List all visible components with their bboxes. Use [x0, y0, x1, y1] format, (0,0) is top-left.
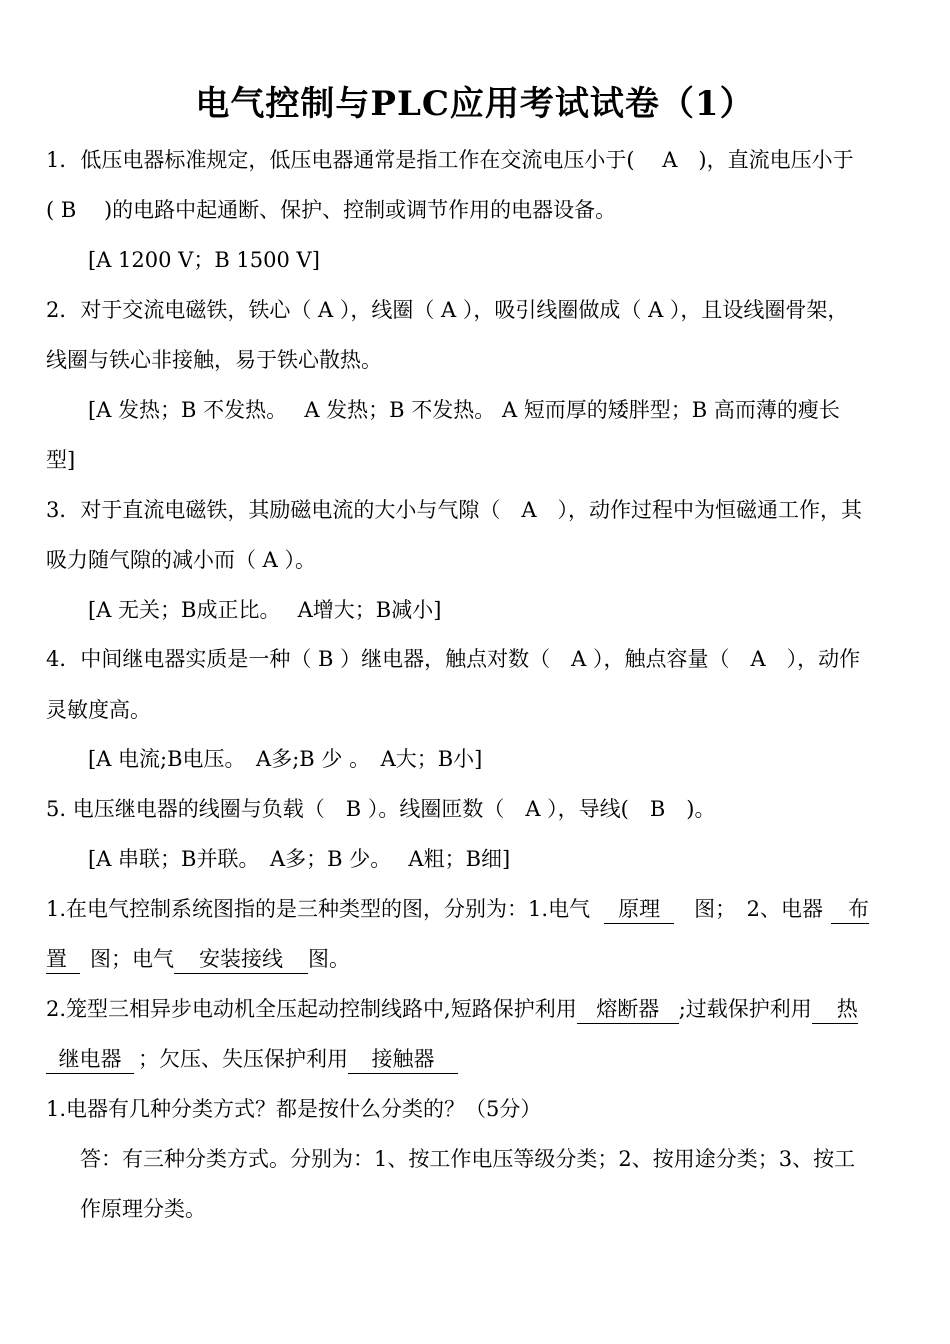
q2-options-line2: 型] — [46, 448, 76, 472]
fill2-text: 2.笼型三相异步电动机全压起动控制线路中,短路保护利用 — [46, 997, 577, 1021]
q4-line1: 4．中间继电器实质是一种（ B ）继电器，触点对数（ A ），触点容量（ A ），动作 — [46, 647, 861, 671]
q4-options: [A 电流;B电压。 A多;B 少 。 A大；B小] — [88, 747, 483, 771]
fill1-text: 图；电气 — [90, 947, 174, 971]
q5-line1: 5. 电压继电器的线圈与负载（ B ）。线圈匝数（ A ），导线( B )。 — [46, 797, 716, 821]
fill2-blank-2a: 热 — [812, 995, 858, 1024]
q1-options: [A 1200 V；B 1500 V] — [88, 248, 320, 272]
fill1-blank-1: 原理 — [604, 895, 674, 924]
fill2-text: ;过载保护利用 — [678, 997, 812, 1021]
fill1-line2 — [46, 943, 906, 975]
q2-options-line1: [A 发热；B 不发热。 A 发热；B 不发热。 A 短而厚的矮胖型；B 高而薄的瘦长 — [88, 398, 840, 422]
fill2-blank-2b: 继电器 — [46, 1045, 134, 1074]
q4-line2: 灵敏度高。 — [46, 698, 151, 722]
fill1-blank-2b: 置 — [46, 945, 80, 974]
q1-line1: 1．低压电器标准规定，低压电器通常是指工作在交流电压小于( A )，直流电压小于 — [46, 148, 854, 172]
fill1-text: 1.在电气控制系统图指的是三种类型的图，分别为：1.电气 — [46, 897, 591, 921]
fill1-text: 图。 — [308, 947, 350, 971]
fill2-blank-3: 接触器 — [348, 1045, 458, 1074]
q3-line1: 3．对于直流电磁铁，其励磁电流的大小与气隙（ A ），动作过程中为恒磁通工作，其 — [46, 498, 863, 522]
q3-options: [A 无关；B成正比。 A增大；B减小] — [88, 598, 442, 622]
q1-line2: ( B )的电路中起通断、保护、控制或调节作用的电器设备。 — [46, 198, 617, 222]
fill1-blank-2a: 布 — [831, 895, 869, 924]
q2-line2: 线圈与铁心非接触，易于铁心散热。 — [46, 348, 382, 372]
fill1-blank-3: 安装接线 — [174, 945, 308, 974]
page-title: 电气控制与PLC应用考试试卷（1） — [195, 84, 755, 124]
fill2-line1 — [46, 993, 906, 1025]
short1-answer-line2: 作原理分类。 — [80, 1197, 206, 1221]
fill1-line1 — [46, 893, 906, 925]
short1-answer-line1: 答：有三种分类方式。分别为：1、按工作电压等级分类；2、按用途分类；3、按工 — [80, 1147, 856, 1171]
fill2-blank-1: 熔断器 — [577, 995, 679, 1024]
q5-options: [A 串联；B并联。 A多；B 少。 A粗；B细] — [88, 847, 511, 871]
q3-line2: 吸力随气隙的减小而（ A ）。 — [46, 548, 317, 572]
q2-line1: 2．对于交流电磁铁，铁心（ A ），线圈（ A ），吸引线圈做成（ A ），且设线圈骨架， — [46, 298, 849, 322]
short1-question: 1.电器有几种分类方式？都是按什么分类的？（5分） — [46, 1097, 542, 1121]
fill1-text: 图； 2、电器 — [694, 897, 823, 921]
fill2-line2 — [46, 1043, 906, 1075]
fill2-text: ；欠压、失压保护利用 — [138, 1047, 348, 1071]
